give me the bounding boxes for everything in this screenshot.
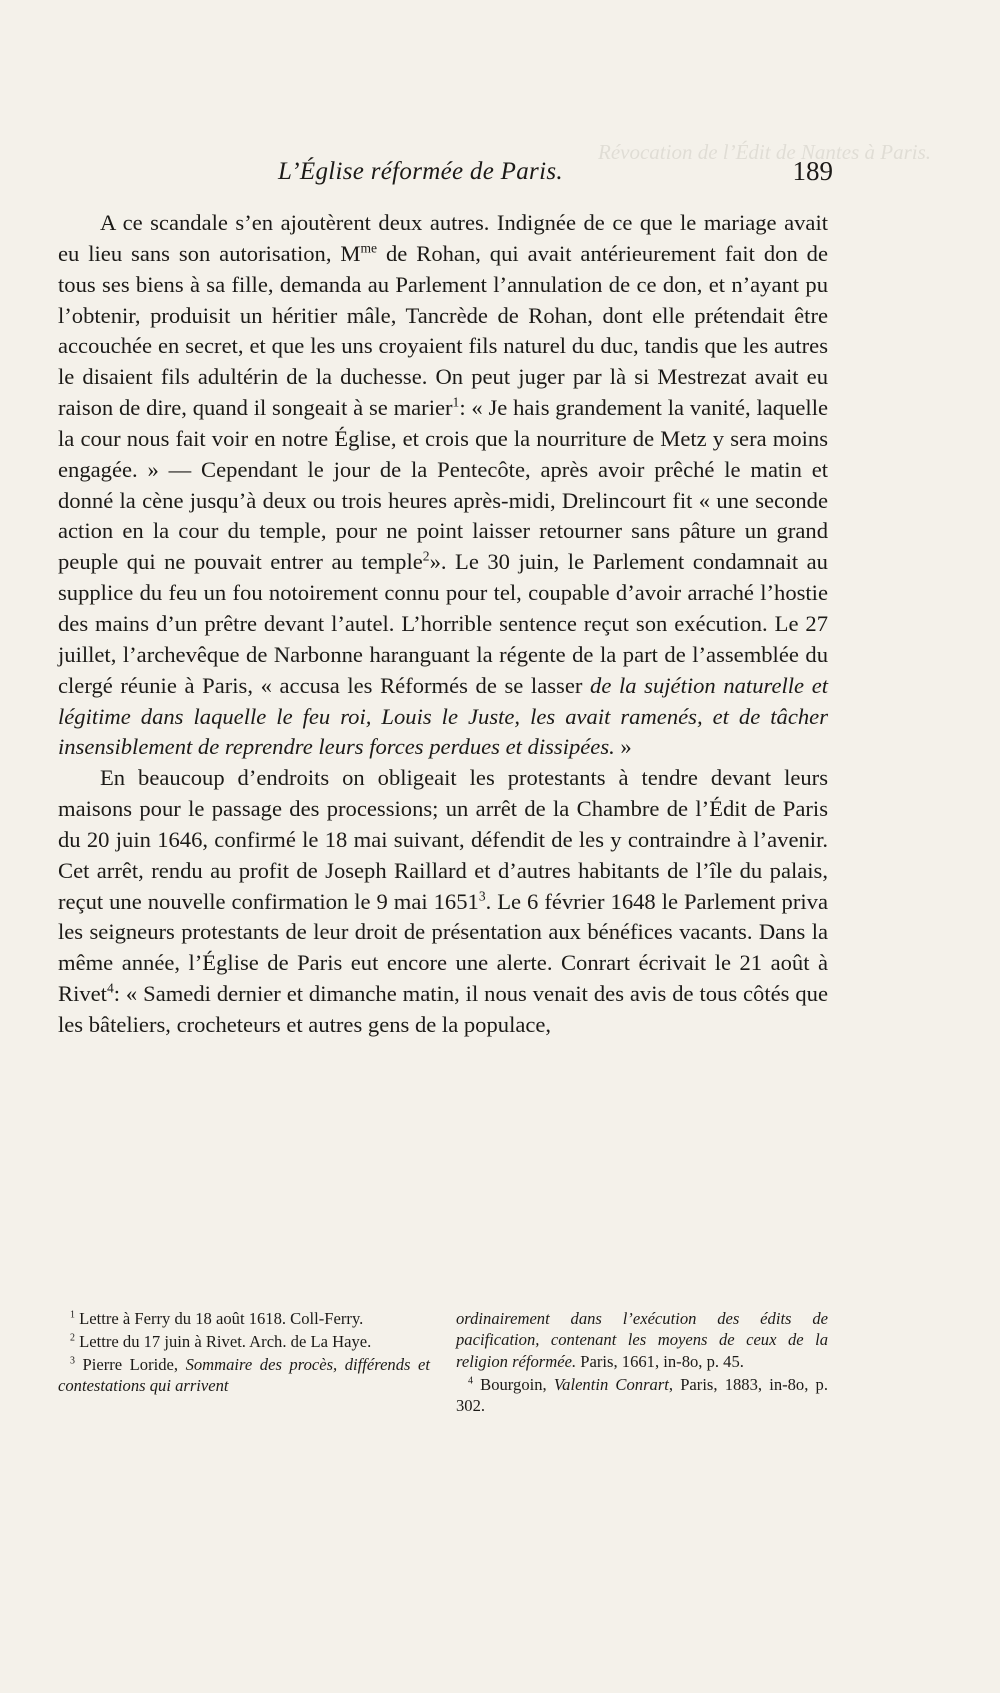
bleed-through-text: Révocation de l’Édit de Nantes à Paris. [598,140,932,164]
footnote: $^2$ Lettre du 17 juin à Rivet. Arch. de La Haye. [70,1331,372,1351]
footnotes [58,1308,828,1418]
paragraph: En beaucoup d’endroits on obligeait les protestants à tendre devant leurs maisons pour le passage des processions; un arrêt de la Chambre de l’Édit de Paris du 20 juin 1646, confirmé le 18 mai suivant, défendit de les y contraindre à l’avenir. Cet arrêt, rendu au profit de Joseph Raillard et d’autres habitants de l’île du palais, reçut une nouvelle confirmation le 9 mai 1651$^3$. Le 6 février 1648 le Parlement priva les seigneurs protestants de leur droit de présentation aux bénéfices vacants. Dans la même année, l’Église de Paris eut encore une alerte. Conrart écrivait le 21 août à Rivet$^4$: « Samedi dernier et dimanche matin, il nous venait des avis de tous côtés que les bâteliers, crocheteurs et autres gens de la populace, [58,765,828,1037]
running-head [58,158,833,198]
footnote-marker: 3 [70,1355,75,1367]
italic-text: Valentin Conrart [553,1374,669,1394]
footnote: $^3$ Pierre Loride, Sommaire des procès, différends et contestations qui arrivent [58,1354,430,1396]
footnote: $^4$ Bourgoin, Valentin Conrart, Paris, 1883, in-8o, p. 302. [456,1374,828,1416]
paragraph: A ce scandale s’en ajoutèrent deux autres. Indignée de ce que le mariage avait eu lieu sans son autorisation, $M^{me}$ de Rohan, qui avait antérieurement fait don de tous ses biens à sa fille, demanda au Parlement l’annulation de ce don, et n’ayant pu l’obtenir, produisit un héritier mâle, Tancrède de Rohan, dont elle prétendait être accouchée en secret, et que les uns croyaient fils naturel du duc, tandis que les autres le disaient fils adultérin de la duchesse. On peut juger par là si Mestrezat avait eu raison de dire, quand il songeait à se marier$^1$: « Je hais grandement la vanité, laquelle la cour nous fait voir en notre Église, et crois que la nourriture de Metz y sera moins engagée. » — Cependant le jour de la Pentecôte, après avoir prêché le matin et donné la cène jusqu’à deux ou trois heures après-midi, Drelincourt fit « une seconde action en la cour du temple, pour ne point laisser retourner sans pâture un grand peuple qui ne pouvait entrer au temple$^2$». Le 30 juin, le Parlement condamnait au supplice du feu un fou notoirement connu pour tel, coupable d’avoir arraché l’hostie des mains d’un prêtre devant l’autel. L’horrible sentence reçut son exécution. Le 27 juillet, l’archevêque de Narbonne haranguant la régente de la part de l’assemblée du clergé réunie à Paris, « accusa les Réformés de se lasser de la sujétion naturelle et légitime dans laquelle le feu roi, Louis le Juste, les avait ramenés, et de tâcher insensiblement de reprendre leurs forces perdues et dissipées. » [58,210,829,760]
italic-text: ordinairement dans l’exécution des édits de pacification, contenant les moyens de ceux de la religion réformée. [456,1309,828,1371]
footnotes-right-column [456,1308,828,1418]
italic-text: de la sujétion naturelle et légitime dans laquelle le feu roi, Louis le Juste, les avait ramenés, et de tâcher insensiblement de reprendre leurs forces perdues et dissipées. [58,672,829,760]
footnotes-left-column [58,1308,430,1418]
footnote-marker: 3 [478,888,486,904]
running-title: L’Église réformée de Paris. [278,158,563,185]
page-number: 189 [792,156,833,186]
body-text [58,208,828,1041]
footnote-marker: 2 [70,1332,75,1344]
footnote: $^1$ Lettre à Ferry du 18 août 1618. Coll-Ferry. [70,1309,364,1328]
footnote-marker: 4 [468,1375,473,1387]
footnote-marker: me [360,240,378,256]
footnote-continuation: ordinairement dans l’exécution des édits de pacification, contenant les moyens de ceux de la religion réformée. Paris, 1661, in-8o, p. 45. [456,1309,828,1371]
footnote-marker: 1 [70,1309,75,1321]
footnote-marker: 1 [452,394,460,410]
italic-text: Sommaire des procès, différends et contestations qui arrivent [58,1354,430,1396]
footnote-marker: 2 [422,548,430,564]
footnote-marker: 4 [106,980,114,996]
